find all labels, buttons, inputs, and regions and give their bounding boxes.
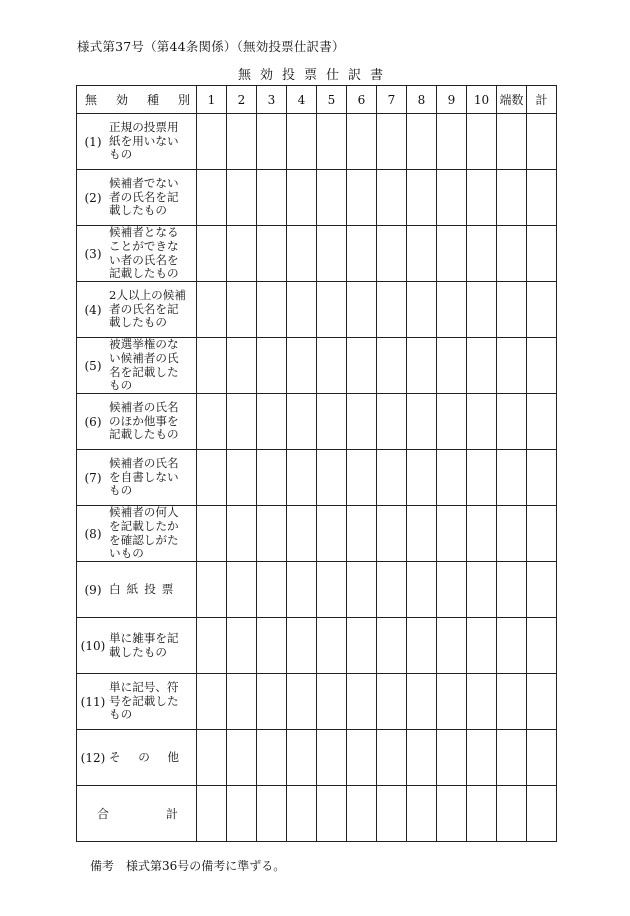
tally-cell (317, 114, 347, 170)
tally-cell (467, 786, 497, 842)
tally-cell (347, 114, 377, 170)
tally-cell (437, 114, 467, 170)
category-cell (77, 282, 197, 338)
category-row (77, 114, 557, 170)
tally-cell (287, 562, 317, 618)
category-row (77, 562, 557, 618)
tally-cell (347, 170, 377, 226)
tally-cell (257, 394, 287, 450)
tally-cell (467, 450, 497, 506)
tally-cell (347, 618, 377, 674)
category-cell (77, 114, 197, 170)
tally-cell (467, 562, 497, 618)
tally-cell (377, 282, 407, 338)
tally-cell (407, 730, 437, 786)
category-row (77, 450, 557, 506)
tally-cell (377, 506, 407, 562)
tally-cell (197, 786, 227, 842)
tally-cell (497, 618, 527, 674)
tally-cell (287, 170, 317, 226)
category-cell (77, 562, 197, 618)
tally-cell (227, 226, 257, 282)
category-cell (77, 618, 197, 674)
category-number: (7) (84, 470, 102, 485)
tally-cell (407, 562, 437, 618)
tally-cell (227, 674, 257, 730)
category-description: 単に雑事を記載したもの (109, 630, 179, 659)
category-cell (77, 170, 197, 226)
tally-cell (527, 506, 557, 562)
tally-cell (197, 226, 227, 282)
tally-cell (227, 114, 257, 170)
tally-cell (497, 674, 527, 730)
tally-cell (527, 226, 557, 282)
tally-cell (497, 114, 527, 170)
category-description: 候補者でない者の氏名を記載したもの (109, 176, 179, 218)
tally-cell (527, 730, 557, 786)
tally-cell (227, 394, 257, 450)
category-number: (9) (84, 582, 102, 597)
category-description: 単に記号、符号を記載したもの (109, 680, 179, 722)
tally-cell (437, 506, 467, 562)
tally-cell (257, 450, 287, 506)
tally-cell (197, 114, 227, 170)
column-header-7: 7 (377, 86, 407, 114)
tally-cell (377, 226, 407, 282)
tally-cell (347, 786, 377, 842)
tally-cell (287, 226, 317, 282)
tally-cell (347, 562, 377, 618)
category-desc-char: 他 (167, 749, 179, 764)
tally-cell (287, 114, 317, 170)
tally-cell (287, 730, 317, 786)
tally-cell (257, 730, 287, 786)
category-row (77, 338, 557, 394)
category-number: (5) (84, 358, 102, 373)
tally-cell (527, 450, 557, 506)
tally-cell (497, 562, 527, 618)
column-header-3: 3 (257, 86, 287, 114)
category-number: (4) (84, 302, 102, 317)
tally-cell (317, 506, 347, 562)
category-description: 候補者の氏名を自書しないもの (109, 456, 179, 498)
tally-cell (407, 338, 437, 394)
tally-cell (497, 730, 527, 786)
tally-cell (317, 562, 347, 618)
category-cell (77, 506, 197, 562)
tally-cell (257, 114, 287, 170)
tally-cell (227, 562, 257, 618)
tally-cell (197, 282, 227, 338)
tally-cell (317, 226, 347, 282)
tally-cell (347, 282, 377, 338)
tally-cell (497, 394, 527, 450)
tally-cell (257, 282, 287, 338)
tally-cell (317, 338, 347, 394)
tally-cell (317, 450, 347, 506)
tally-cell (347, 450, 377, 506)
category-header (77, 86, 197, 114)
tally-cell (467, 338, 497, 394)
tally-cell (197, 170, 227, 226)
column-header-6: 6 (347, 86, 377, 114)
tally-cell (317, 282, 347, 338)
tally-cell (227, 506, 257, 562)
tally-cell (497, 450, 527, 506)
tally-cell (497, 338, 527, 394)
category-cell (77, 450, 197, 506)
tally-cell (347, 394, 377, 450)
tally-cell (257, 338, 287, 394)
tally-cell (287, 786, 317, 842)
tally-cell (527, 674, 557, 730)
tally-cell (287, 282, 317, 338)
category-header-char: 無 (85, 93, 98, 107)
total-label-cell (77, 786, 197, 842)
total-row (77, 786, 557, 842)
category-number: (6) (84, 414, 102, 429)
tally-cell (227, 282, 257, 338)
tally-cell (407, 282, 437, 338)
tally-cell (377, 450, 407, 506)
tally-cell (227, 450, 257, 506)
tally-cell (527, 338, 557, 394)
column-header-9: 9 (437, 86, 467, 114)
tally-cell (287, 618, 317, 674)
category-cell (77, 674, 197, 730)
tally-cell (317, 674, 347, 730)
tally-cell (467, 674, 497, 730)
category-cell (77, 338, 197, 394)
column-header-2: 2 (227, 86, 257, 114)
column-header-8: 8 (407, 86, 437, 114)
tally-cell (437, 282, 467, 338)
category-row (77, 730, 557, 786)
category-number: (10) (80, 638, 106, 653)
tally-cell (407, 450, 437, 506)
tally-cell (197, 730, 227, 786)
category-desc-char: そ (109, 749, 121, 764)
tally-cell (197, 618, 227, 674)
tally-cell (227, 170, 257, 226)
tally-cell (257, 786, 287, 842)
tally-cell (197, 674, 227, 730)
tally-cell (317, 170, 347, 226)
category-row (77, 674, 557, 730)
tally-cell (437, 618, 467, 674)
tally-cell (287, 338, 317, 394)
tally-cell (497, 226, 527, 282)
column-header-5: 5 (317, 86, 347, 114)
category-description: 2人以上の候補者の氏名を記載したもの (109, 288, 186, 330)
category-row (77, 618, 557, 674)
category-cell (77, 394, 197, 450)
category-row (77, 226, 557, 282)
category-cell (77, 730, 197, 786)
tally-cell (287, 450, 317, 506)
category-description: 候補者の氏名のほか他事を記載したもの (109, 400, 179, 442)
tally-cell (437, 338, 467, 394)
tally-cell (497, 786, 527, 842)
category-row (77, 506, 557, 562)
tally-cell (257, 506, 287, 562)
tally-cell (407, 618, 437, 674)
tally-cell (377, 394, 407, 450)
tally-cell (287, 506, 317, 562)
category-number: (12) (80, 750, 106, 765)
category-description: 候補者となることができない者の氏名を記載したもの (109, 225, 179, 281)
tally-cell (437, 786, 467, 842)
tally-cell (197, 338, 227, 394)
category-cell (77, 226, 197, 282)
tally-cell (497, 282, 527, 338)
category-number: (3) (84, 246, 102, 261)
tally-cell (317, 730, 347, 786)
tally-cell (227, 730, 257, 786)
category-number: (1) (84, 134, 102, 149)
tally-cell (437, 226, 467, 282)
category-description: 白紙投票 (109, 581, 180, 596)
tally-cell (227, 338, 257, 394)
tally-cell (257, 226, 287, 282)
category-row (77, 170, 557, 226)
category-desc-char: の (138, 749, 150, 764)
tally-cell (227, 786, 257, 842)
tally-cell (287, 674, 317, 730)
remarks-text: 様式第36号の備考に準ずる。 (126, 859, 286, 873)
tally-cell (347, 674, 377, 730)
category-description: 候補者の何人を記載したかを確認しがたいもの (109, 505, 179, 561)
remarks-label: 備考 (90, 859, 115, 873)
tally-cell (467, 170, 497, 226)
category-row (77, 394, 557, 450)
tally-cell (347, 338, 377, 394)
tally-cell (377, 562, 407, 618)
header-row (77, 86, 557, 114)
tally-cell (527, 170, 557, 226)
tally-cell (437, 170, 467, 226)
tally-cell (377, 114, 407, 170)
tally-cell (347, 226, 377, 282)
tally-cell (527, 114, 557, 170)
tally-cell (257, 674, 287, 730)
tally-cell (317, 394, 347, 450)
category-header-char: 効 (115, 93, 128, 107)
column-header-fraction: 端数 (497, 86, 527, 114)
tally-cell (197, 450, 227, 506)
category-header-char: 別 (177, 93, 190, 107)
tally-cell (497, 170, 527, 226)
invalid-vote-tally-table (76, 85, 557, 842)
column-header-10: 10 (467, 86, 497, 114)
tally-cell (407, 170, 437, 226)
category-row (77, 282, 557, 338)
total-label-char: 合 (97, 807, 110, 821)
tally-cell (437, 730, 467, 786)
category-number: (2) (84, 190, 102, 205)
column-header-1: 1 (197, 86, 227, 114)
category-number: (11) (80, 694, 106, 709)
tally-cell (287, 394, 317, 450)
tally-cell (437, 394, 467, 450)
tally-cell (347, 730, 377, 786)
tally-cell (377, 730, 407, 786)
tally-cell (407, 114, 437, 170)
category-description: 正規の投票用紙を用いないもの (109, 120, 179, 162)
category-header-char: 種 (146, 93, 159, 107)
tally-cell (257, 618, 287, 674)
tally-cell (377, 170, 407, 226)
category-description: 被選挙権のない候補者の氏名を記載したもの (109, 337, 179, 393)
column-header-total: 計 (527, 86, 557, 114)
column-header-4: 4 (287, 86, 317, 114)
tally-cell (527, 786, 557, 842)
tally-cell (497, 506, 527, 562)
tally-cell (407, 674, 437, 730)
tally-cell (197, 562, 227, 618)
tally-cell (377, 786, 407, 842)
tally-cell (317, 618, 347, 674)
tally-cell (467, 618, 497, 674)
remarks (90, 857, 285, 874)
category-number: (8) (84, 526, 102, 541)
tally-cell (437, 562, 467, 618)
tally-cell (527, 282, 557, 338)
document-title: 無効投票仕訳書 (237, 68, 392, 83)
tally-cell (527, 618, 557, 674)
tally-cell (467, 114, 497, 170)
tally-cell (347, 506, 377, 562)
tally-cell (467, 282, 497, 338)
tally-cell (317, 786, 347, 842)
tally-cell (377, 674, 407, 730)
tally-cell (407, 226, 437, 282)
tally-cell (407, 786, 437, 842)
tally-cell (197, 394, 227, 450)
tally-cell (467, 506, 497, 562)
tally-cell (467, 394, 497, 450)
tally-cell (257, 562, 287, 618)
form-id: 様式第37号（第44条関係）（無効投票仕訳書） (77, 39, 345, 54)
tally-cell (377, 618, 407, 674)
tally-cell (527, 562, 557, 618)
tally-cell (467, 730, 497, 786)
tally-cell (437, 674, 467, 730)
tally-cell (407, 506, 437, 562)
tally-cell (257, 170, 287, 226)
total-label-char: 計 (165, 807, 178, 821)
tally-cell (197, 506, 227, 562)
tally-cell (227, 618, 257, 674)
tally-cell (527, 394, 557, 450)
tally-cell (467, 226, 497, 282)
tally-cell (407, 394, 437, 450)
tally-cell (377, 338, 407, 394)
tally-cell (437, 450, 467, 506)
